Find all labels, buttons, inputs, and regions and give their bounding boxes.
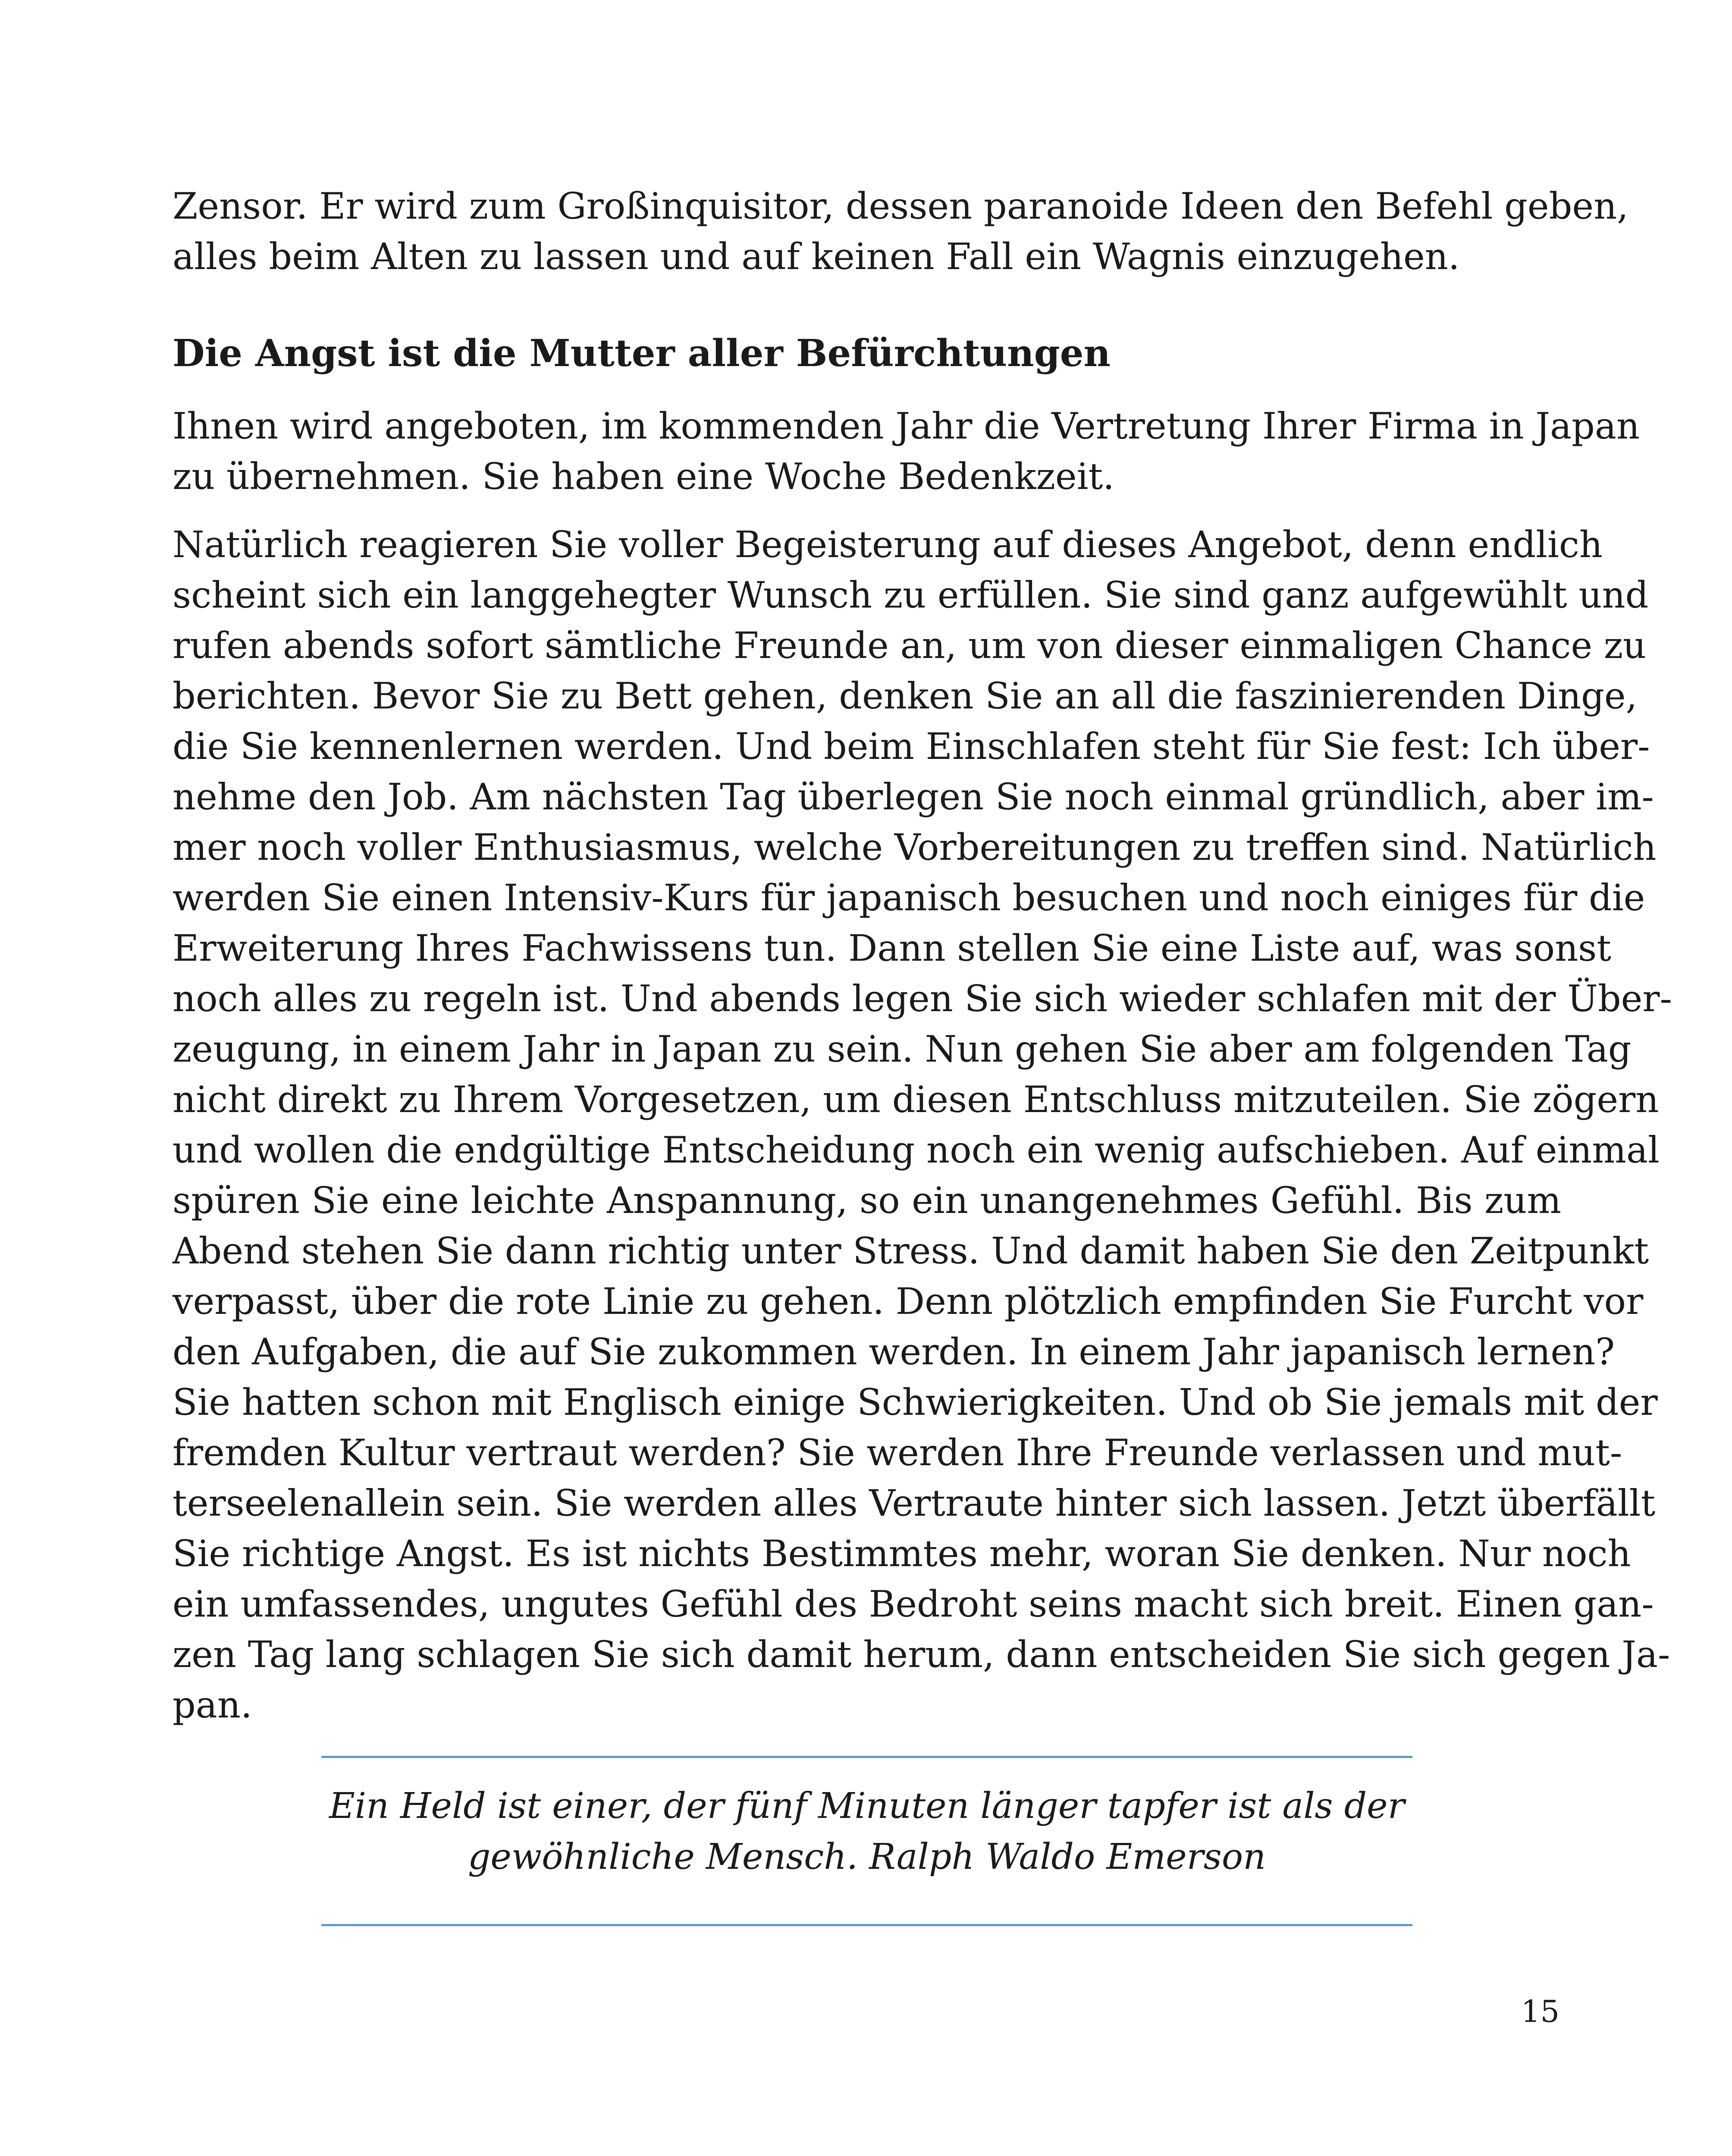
paragraph-3-line: Abend stehen Sie dann richtig unter Stress. Und damit haben Sie den Zeitpunkt <box>173 1230 1649 1272</box>
paragraph-3-line: pan. <box>173 1684 252 1726</box>
quote-line: gewöhnliche Mensch. Ralph Waldo Emerson <box>468 1836 1266 1877</box>
paragraph-3-line: und wollen die endgültige Entscheidung noch ein wenig aufschieben. Auf einmal <box>173 1129 1660 1171</box>
paragraph-3-line: fremden Kultur vertraut werden? Sie werden Ihre Freunde verlassen und mut- <box>173 1432 1622 1474</box>
paragraph-3-line: den Aufgaben, die auf Sie zukommen werden. In einem Jahr japanisch lernen? <box>173 1331 1615 1373</box>
paragraph-3-line: spüren Sie eine leichte Anspannung, so ein unangenehmes Gefühl. Bis zum <box>173 1179 1561 1222</box>
paragraph-3-line: die Sie kennenlernen werden. Und beim Einschlafen steht für Sie fest: Ich über- <box>173 725 1650 768</box>
paragraph-3-line: rufen abends sofort sämtliche Freunde an, um von dieser einmaligen Chance zu <box>173 624 1647 667</box>
paragraph-3-line: nehme den Job. Am nächsten Tag überlegen Sie noch einmal gründlich, aber im- <box>173 776 1654 818</box>
paragraph-3-line: Sie hatten schon mit Englisch einige Schwierigkeiten. Und ob Sie jemals mit der <box>173 1381 1658 1423</box>
paragraph-1 <box>173 181 1628 282</box>
paragraph-3-line: scheint sich ein langgehegter Wunsch zu erfüllen. Sie sind ganz aufgewühlt und <box>173 574 1649 616</box>
quote-top-rule <box>321 1756 1412 1758</box>
paragraph-2-line: Ihnen wird angeboten, im kommenden Jahr die Vertretung Ihrer Firma in Japan <box>173 405 1640 447</box>
paragraph-3-line: noch alles zu regeln ist. Und abends legen Sie sich wieder schlafen mit der Über- <box>173 978 1672 1020</box>
paragraph-3-line: werden Sie einen Intensiv-Kurs für japanisch besuchen und noch einiges für die <box>173 877 1645 919</box>
page-number: 15 <box>1521 1994 1559 2029</box>
section-heading: Die Angst ist die Mutter aller Befürchtungen <box>173 332 1111 375</box>
quote-block <box>321 1781 1412 1883</box>
paragraph-3-line: nicht direkt zu Ihrem Vorgesetzen, um diesen Entschluss mitzuteilen. Sie zögern <box>173 1078 1659 1121</box>
paragraph-3 <box>173 520 1672 1730</box>
paragraph-3-line: berichten. Bevor Sie zu Bett gehen, denken Sie an all die faszinierenden Dinge, <box>173 675 1638 717</box>
paragraph-3-line: zeugung, in einem Jahr in Japan zu sein. Nun gehen Sie aber am folgenden Tag <box>173 1028 1632 1070</box>
paragraph-3-line: terseelenallein sein. Sie werden alles Vertraute hinter sich lassen. Jetzt überfällt <box>173 1482 1656 1524</box>
paragraph-3-line: zen Tag lang schlagen Sie sich damit herum, dann entscheiden Sie sich gegen Ja- <box>173 1633 1670 1676</box>
paragraph-2-line: zu übernehmen. Sie haben eine Woche Bedenkzeit. <box>173 455 1114 498</box>
quote-bottom-rule <box>321 1924 1412 1926</box>
paragraph-3-line: mer noch voller Enthusiasmus, welche Vorbereitungen zu treffen sind. Natürlich <box>173 826 1657 868</box>
paragraph-3-line: Natürlich reagieren Sie voller Begeisterung auf dieses Angebot, denn endlich <box>173 523 1603 566</box>
paragraph-3-line: ein umfassendes, ungutes Gefühl des Bedroht seins macht sich breit. Einen gan- <box>173 1583 1654 1625</box>
paragraph-3-line: Erweiterung Ihres Fachwissens tun. Dann stellen Sie eine Liste auf, was sonst <box>173 927 1612 969</box>
quote-line: Ein Held ist einer, der fünf Minuten länger tapfer ist als der <box>329 1786 1405 1827</box>
paragraph-3-line: Sie richtige Angst. Es ist nichts Bestimmtes mehr, woran Sie denken. Nur noch <box>173 1532 1631 1575</box>
paragraph-1-line: Zensor. Er wird zum Großinquisitor, dessen paranoide Ideen den Befehl geben, <box>173 185 1628 227</box>
paragraph-1-line: alles beim Alten zu lassen und auf keinen Fall ein Wagnis einzugehen. <box>173 235 1460 278</box>
paragraph-2 <box>173 401 1640 502</box>
paragraph-3-line: verpasst, über die rote Linie zu gehen. Denn plötzlich empfinden Sie Furcht vor <box>173 1280 1644 1322</box>
